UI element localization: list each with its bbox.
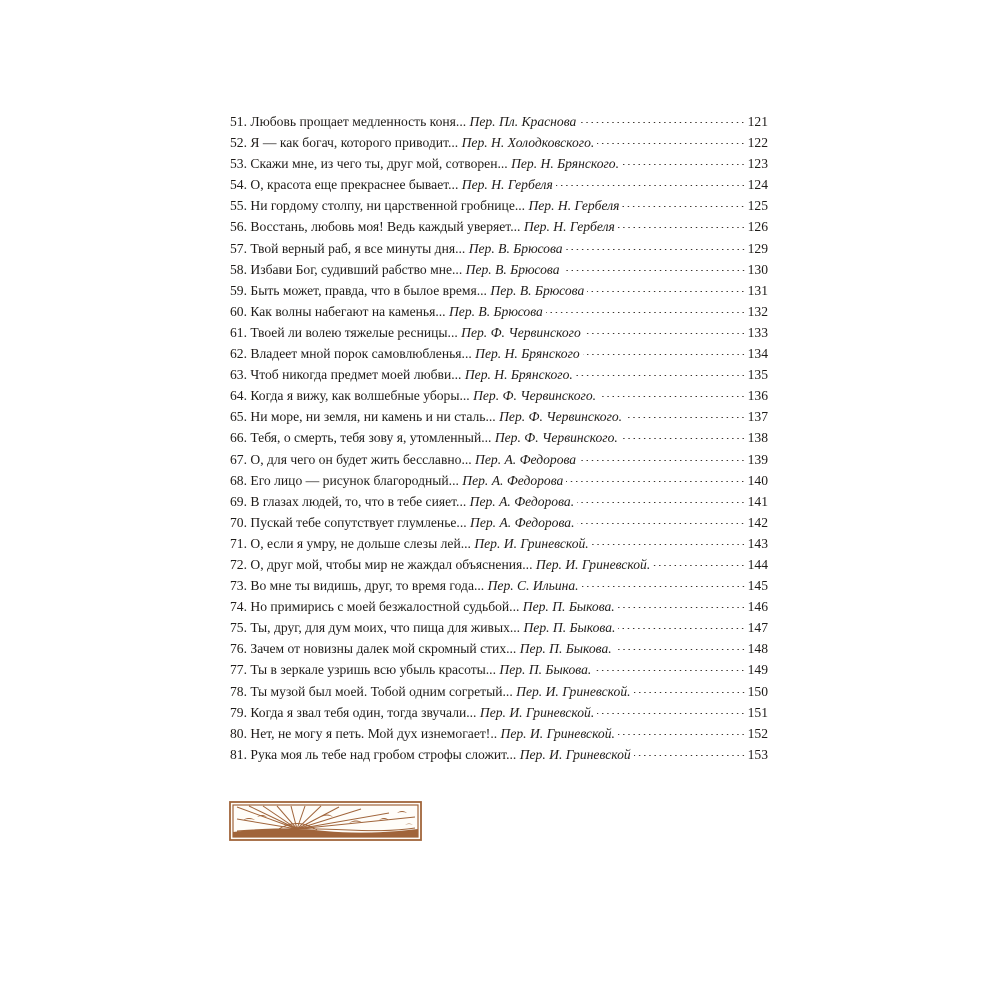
toc-entry-page-number: 122	[747, 135, 768, 151]
toc-entry-page-number: 150	[747, 683, 768, 699]
toc-dot-leader	[622, 164, 746, 165]
toc-dot-leader	[621, 438, 746, 439]
toc-entry-translator: Пер. Ф. Червинского.	[499, 409, 623, 425]
toc-entry-title: 54. О, красота еще прекраснее бывает...	[230, 177, 459, 193]
toc-dot-leader	[653, 565, 745, 566]
toc-entry-page-number: 151	[747, 704, 768, 720]
toc-entry-translator: Пер. Н. Гербеля	[461, 177, 553, 193]
toc-entry-title: 70. Пускай тебе сопутствует глумленье...	[230, 514, 467, 530]
toc-entry	[230, 617, 768, 638]
toc-entry-page-number: 133	[747, 324, 768, 340]
toc-dot-leader	[597, 143, 745, 144]
toc-entry-title: 61. Твоей ли волею тяжелые ресницы...	[230, 324, 458, 340]
toc-dot-leader	[579, 122, 745, 123]
toc-entry-text	[230, 406, 622, 427]
toc-entry	[230, 111, 768, 132]
toc-dot-leader	[566, 249, 746, 250]
toc-entry-translator: Пер. С. Ильина.	[487, 578, 579, 594]
toc-entry-translator: Пер. И. Гриневской.	[535, 556, 651, 572]
toc-entry-title: 56. Восстань, любовь моя! Ведь каждый уверяет...	[230, 219, 521, 235]
toc-entry-title: 64. Когда я вижу, как волшебные уборы...	[230, 388, 470, 404]
toc-entry-text	[230, 491, 574, 512]
toc-entry-title: 63. Чтоб никогда предмет моей любви...	[230, 367, 462, 383]
toc-entry-text	[230, 681, 631, 702]
toc-entry-text	[230, 638, 612, 659]
toc-entry-page-number: 143	[747, 535, 768, 551]
toc-entry-translator: Пер. П. Быкова.	[519, 641, 612, 657]
toc-dot-leader	[594, 670, 745, 671]
toc-entry-translator: Пер. А. Федорова.	[469, 493, 575, 509]
toc-entry-page-number: 142	[747, 514, 768, 530]
toc-entry-page-number: 144	[747, 556, 768, 572]
toc-entry	[230, 259, 768, 280]
toc-entry	[230, 638, 768, 659]
toc-entry-translator: Пер. А. Федорова.	[470, 514, 575, 530]
toc-entry-text	[230, 385, 596, 406]
toc-dot-leader	[599, 396, 746, 397]
toc-entry-translator: Пер. Ф. Червинского	[461, 324, 581, 340]
toc-entry-title: 67. О, для чего он будет жить бесславно...	[230, 451, 472, 467]
toc-dot-leader	[625, 417, 746, 418]
toc-dot-leader	[566, 481, 745, 482]
toc-dot-leader	[583, 354, 746, 355]
toc-entry-text	[230, 702, 594, 723]
toc-entry	[230, 596, 768, 617]
toc-entry-page-number: 153	[747, 746, 768, 762]
toc-entry-translator: Пер. Н. Гербеля	[528, 198, 620, 214]
toc-dot-leader	[618, 628, 745, 629]
toc-entry-title: 81. Рука моя ль тебе над гробом строфы сложит...	[230, 746, 517, 762]
toc-entry-translator: Пер. В. Брюсова	[448, 303, 543, 319]
toc-entry-text	[230, 575, 579, 596]
toc-entry-title: 74. Но примирись с моей безжалостной судьбой...	[230, 599, 520, 615]
toc-entry-title: 66. Тебя, о смерть, тебя зову я, утомленный...	[230, 430, 492, 446]
toc-entry-translator: Пер. Н. Брянского.	[464, 367, 573, 383]
toc-entry-page-number: 140	[747, 472, 768, 488]
toc-entry-text	[230, 153, 619, 174]
toc-entry	[230, 491, 768, 512]
toc-entry-text	[230, 659, 591, 680]
toc-entry	[230, 512, 768, 533]
toc-entry	[230, 470, 768, 491]
toc-entry-translator: Пер. Н. Брянского.	[511, 156, 620, 172]
toc-entry	[230, 449, 768, 470]
toc-entry-text	[230, 259, 560, 280]
toc-entry	[230, 301, 768, 322]
toc-entry-translator: Пер. И. Гриневской.	[479, 704, 595, 720]
toc-entry-page-number: 130	[747, 261, 768, 277]
toc-entry-title: 55. Ни гордому столпу, ни царственной гробнице...	[230, 198, 526, 214]
toc-entry	[230, 681, 768, 702]
toc-entry-text	[230, 280, 584, 301]
toc-entry-text	[230, 343, 580, 364]
toc-entry-translator: Пер. П. Быкова.	[499, 662, 592, 678]
toc-entry-translator: Пер. В. Брюсова	[490, 282, 585, 298]
toc-entry-text	[230, 449, 576, 470]
toc-entry-translator: Пер. В. Брюсова	[465, 261, 560, 277]
toc-entry-page-number: 149	[747, 662, 768, 678]
toc-entry	[230, 153, 768, 174]
toc-entry-title: 53. Скажи мне, из чего ты, друг мой, сотворен...	[230, 156, 508, 172]
toc-entry-page-number: 123	[747, 156, 768, 172]
toc-entry	[230, 406, 768, 427]
toc-entry-title: 62. Владеет мной порок самовлюбленья...	[230, 346, 472, 362]
toc-entry-title: 51. Любовь прощает медленность коня...	[230, 114, 467, 129]
toc-entry-page-number: 139	[747, 451, 768, 467]
toc-entry-page-number: 131	[747, 282, 768, 298]
toc-entry-translator: Пер. И. Гриневской.	[516, 683, 631, 699]
toc-dot-leader	[546, 312, 746, 313]
toc-entry	[230, 343, 768, 364]
toc-entry-page-number: 152	[747, 725, 768, 741]
toc-dot-leader	[634, 755, 746, 756]
toc-entry-text	[230, 111, 576, 132]
toc-entry	[230, 216, 768, 237]
toc-entry-title: 75. Ты, друг, для дум моих, что пища для живых...	[230, 620, 521, 636]
toc-entry-title: 78. Ты музой был моей. Тобой одним согретый...	[230, 683, 513, 699]
toc-entry-page-number: 126	[747, 219, 768, 235]
table-of-contents	[230, 111, 768, 765]
toc-entry-page-number: 129	[747, 240, 768, 256]
toc-entry	[230, 723, 768, 744]
toc-entry-translator: Пер. Н. Гербеля	[523, 219, 615, 235]
toc-entry-text	[230, 427, 618, 448]
toc-entry-page-number: 137	[747, 409, 768, 425]
toc-entry-translator: Пер. П. Быкова.	[522, 599, 615, 615]
toc-entry-translator: Пер. В. Брюсова	[468, 240, 563, 256]
toc-entry	[230, 702, 768, 723]
toc-dot-leader	[618, 607, 746, 608]
toc-entry	[230, 132, 768, 153]
toc-entry	[230, 744, 768, 765]
toc-dot-leader	[577, 502, 746, 503]
toc-entry-title: 59. Быть может, правда, что в былое время...	[230, 282, 487, 298]
toc-entry-page-number: 141	[747, 493, 768, 509]
toc-entry-text	[230, 512, 574, 533]
toc-entry	[230, 554, 768, 575]
toc-entry-title: 71. О, если я умру, не дольше слезы лей...	[230, 535, 471, 551]
toc-entry-text	[230, 364, 573, 385]
toc-dot-leader	[556, 185, 746, 186]
toc-entry-title: 76. Зачем от новизны далек мой скромный стих...	[230, 641, 517, 657]
toc-entry-text	[230, 596, 615, 617]
toc-entry	[230, 195, 768, 216]
toc-entry-page-number: 145	[747, 578, 768, 594]
toc-dot-leader	[622, 206, 745, 207]
toc-entry	[230, 364, 768, 385]
toc-entry	[230, 575, 768, 596]
toc-entry-page-number: 132	[747, 303, 768, 319]
toc-entry-page-number: 124	[747, 177, 768, 193]
toc-dot-leader	[584, 333, 746, 334]
toc-entry-title: 57. Твой верный раб, я все минуты дня...	[230, 240, 466, 256]
toc-entry	[230, 385, 768, 406]
toc-entry-text	[230, 322, 581, 343]
toc-entry-page-number: 148	[747, 641, 768, 657]
toc-entry-text	[230, 723, 615, 744]
toc-entry-translator: Пер. И. Гриневской.	[474, 535, 589, 551]
toc-entry-translator: Пер. Ф. Червинского.	[473, 388, 597, 404]
toc-entry-text	[230, 554, 650, 575]
toc-entry-page-number: 138	[747, 430, 768, 446]
toc-entry-title: 79. Когда я звал тебя один, тогда звучали...	[230, 704, 477, 720]
toc-dot-leader	[597, 713, 745, 714]
toc-dot-leader	[587, 291, 745, 292]
toc-entry	[230, 427, 768, 448]
toc-entry-translator: Пер. И. Гриневской.	[500, 725, 615, 741]
toc-entry-title: 72. О, друг мой, чтобы мир не жаждал объяснения...	[230, 556, 533, 572]
toc-dot-leader	[615, 649, 746, 650]
toc-entry	[230, 533, 768, 554]
toc-dot-leader	[563, 270, 746, 271]
toc-entry-title: 65. Ни море, ни земля, ни камень и ни сталь...	[230, 409, 496, 425]
toc-entry-title: 77. Ты в зеркале узришь всю убыль красоты...	[230, 662, 496, 678]
toc-entry-page-number: 134	[747, 346, 768, 362]
toc-entry-translator: Пер. А. Федорова	[462, 472, 564, 488]
toc-entry-translator: Пер. Н. Брянского	[475, 346, 580, 362]
toc-entry-title: 60. Как волны набегают на каменья...	[230, 303, 446, 319]
toc-entry-title: 58. Избави Бог, судивший рабство мне...	[230, 261, 463, 277]
toc-entry-text	[230, 744, 631, 765]
toc-entry-title: 73. Во мне ты видишь, друг, то время года...	[230, 578, 485, 594]
toc-entry-page-number: 135	[747, 367, 768, 383]
toc-entry-page-number: 121	[747, 114, 768, 129]
toc-entry	[230, 238, 768, 259]
toc-entry-text	[230, 470, 563, 491]
toc-entry-translator: Пер. Ф. Червинского.	[494, 430, 618, 446]
toc-entry-text	[230, 533, 589, 554]
toc-entry-translator: Пер. А. Федорова	[475, 451, 577, 467]
toc-entry-text	[230, 216, 615, 237]
toc-entry	[230, 322, 768, 343]
toc-entry-text	[230, 195, 619, 216]
toc-entry-translator: Пер. Пл. Краснова	[469, 114, 577, 129]
toc-entry-translator: Пер. П. Быкова.	[523, 620, 616, 636]
toc-entry-text	[230, 617, 615, 638]
toc-entry-title: 69. В глазах людей, то, что в тебе сияет...	[230, 493, 467, 509]
toc-entry	[230, 174, 768, 195]
toc-entry-text	[230, 301, 543, 322]
toc-entry-title: 52. Я — как богач, которого приводит...	[230, 135, 459, 151]
toc-dot-leader	[592, 544, 746, 545]
toc-entry	[230, 659, 768, 680]
sunrise-birds-icon	[229, 801, 422, 841]
toc-entry-translator: Пер. И. Гриневской	[519, 746, 631, 762]
toc-entry-translator: Пер. Н. Холодковского.	[461, 135, 595, 151]
toc-entry-page-number: 147	[747, 620, 768, 636]
toc-entry-page-number: 125	[747, 198, 768, 214]
toc-dot-leader	[576, 375, 746, 376]
toc-entry-page-number: 146	[747, 599, 768, 615]
toc-entry	[230, 280, 768, 301]
toc-entry-text	[230, 174, 553, 195]
toc-entry-page-number: 136	[747, 388, 768, 404]
toc-dot-leader	[634, 692, 746, 693]
toc-dot-leader	[582, 586, 746, 587]
toc-dot-leader	[579, 460, 746, 461]
toc-dot-leader	[618, 227, 746, 228]
toc-dot-leader	[618, 734, 746, 735]
toc-entry-title: 80. Нет, не могу я петь. Мой дух изнемогает!..	[230, 725, 498, 741]
toc-entry-text	[230, 132, 594, 153]
toc-dot-leader	[577, 523, 745, 524]
toc-entry-text	[230, 238, 563, 259]
toc-entry-title: 68. Его лицо — рисунок благородный...	[230, 472, 459, 488]
